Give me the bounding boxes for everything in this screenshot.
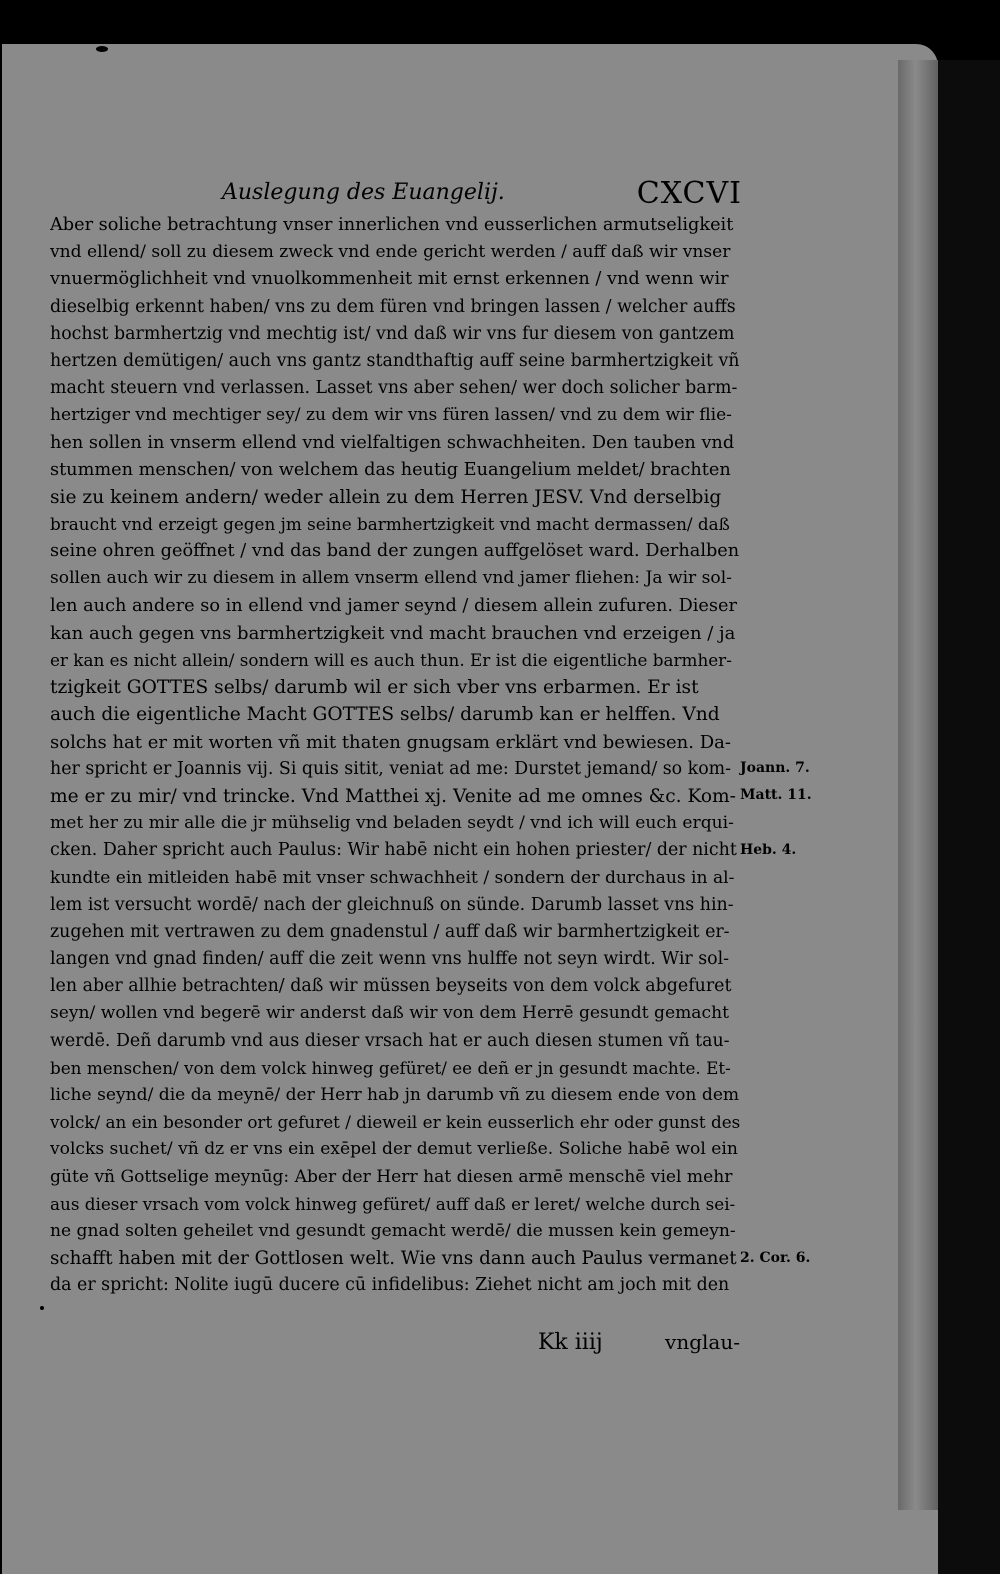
text-line: güte vñ Gottselige meynūg: Aber der Herr hat diesen armē menschē viel mehr <box>50 1166 733 1187</box>
text-line: sollen auch wir zu diesem in allem vnserm ellend vnd jamer fliehen: Ja wir sol- <box>50 568 732 589</box>
text-line: dieselbig erkennt haben/ vns zu dem füren vnd bringen lassen / welcher auffs <box>50 296 736 317</box>
text-line: met her zu mir alle die jr mühselig vnd beladen seydt / vnd ich will euch erqui- <box>50 813 734 834</box>
text-line: sie zu keinem andern/ weder allein zu dem Herren JESV. Vnd derselbig <box>50 486 722 508</box>
text-line: zugehen mit vertrawen zu dem gnadenstul / auff daß wir barmhertzigkeit er- <box>50 921 730 942</box>
text-line: Aber soliche betrachtung vnser innerlichen vnd eusserlichen armutseligkeit <box>50 215 734 235</box>
text-line: vnd ellend/ soll zu diesem zweck vnd ende gericht werden / auff daß wir vnser <box>50 242 731 263</box>
text-line: ben menschen/ von dem volck hinweg gefüret/ ee deñ er jn gesundt machte. Et- <box>50 1057 731 1078</box>
text-line: hochst barmhertzig vnd mechtig ist/ vnd daß wir vns fur diesem von gantzem <box>50 323 735 344</box>
text-line: vnuermöglichheit vnd vnuolkommenheit mit ernst erkennen / vnd wenn wir <box>50 269 729 290</box>
page-fore-edge <box>898 60 942 1510</box>
text-line: stummen menschen/ von welchem das heutig Euangelium meldet/ brachten <box>50 459 731 480</box>
text-line: aus dieser vrsach vom volck hinweg gefüret/ auff daß er leret/ welche durch sei- <box>50 1193 736 1214</box>
text-line: kan auch gegen vns barmhertzigkeit vnd macht brauchen vnd erzeigen / ja <box>50 622 736 644</box>
margin-note: Heb. 4. <box>740 841 797 858</box>
text-line: me er zu mir/ vnd trincke. Vnd Matthei xj. Venite ad me omnes &c. Kom- <box>50 785 736 807</box>
ink-speck <box>40 1306 44 1310</box>
text-line: braucht vnd erzeigt gegen jm seine barmhertzigkeit vnd macht dermassen/ daß <box>50 514 730 535</box>
text-line: her spricht er Joannis vij. Si quis sitit, veniat ad me: Durstet jemand/ so kom- <box>50 758 732 779</box>
text-line: volck/ an ein besonder ort gefuret / dieweil er kein eusserlich ehr oder gunst des <box>50 1112 740 1133</box>
text-line: schafft haben mit der Gottlosen welt. Wie vns dann auch Paulus vermanet <box>50 1248 737 1270</box>
ink-speck <box>96 46 108 52</box>
catchword: vnglau- <box>665 1330 740 1354</box>
text-line: cken. Daher spricht auch Paulus: Wir habē nicht ein hohen priester/ der nicht <box>50 840 737 861</box>
text-line: seine ohren geöffnet / vnd das band der zungen auffgelöset ward. Derhalben <box>50 541 740 562</box>
page-header <box>222 176 742 216</box>
text-line: len aber allhie betrachten/ daß wir müssen beyseits von dem volck abgefuret <box>50 976 732 997</box>
book-edge-shadow <box>938 60 1000 1574</box>
text-line: macht steuern vnd verlassen. Lasset vns aber sehen/ wer doch solicher barm- <box>50 378 738 399</box>
text-line: seyn/ wollen vnd begerē wir anderst daß wir von dem Herrē gesundt gemacht <box>50 1003 729 1024</box>
signature-mark: Kk iiij <box>538 1330 603 1355</box>
text-line: hertziger vnd mechtiger sey/ zu dem wir vns füren lassen/ vnd zu dem wir flie- <box>50 405 732 426</box>
page-footer <box>50 1330 740 1360</box>
margin-note: Joann. 7. <box>740 760 810 776</box>
text-line: liche seynd/ die da meynē/ der Herr hab jn darumb vñ zu diesem ende von dem <box>50 1085 740 1105</box>
text-line: langen vnd gnad finden/ auff die zeit wenn vns hulffe not seyn wirdt. Wir sol- <box>50 949 730 970</box>
margin-note: Matt. 11. <box>740 787 812 804</box>
text-line: werdē. Deñ darumb vnd aus dieser vrsach hat er auch diesen stumen vñ tau- <box>50 1030 730 1051</box>
text-line: kundte ein mitleiden habē mit vnser schwachheit / sondern der durchaus in al- <box>50 867 735 888</box>
text-line: da er spricht: Nolite iugū ducere cū infidelibus: Ziehet nicht am joch mit den <box>50 1275 730 1296</box>
body-text <box>50 212 740 1300</box>
text-line: lem ist versucht wordē/ nach der gleichnuß on sünde. Darumb lasset vns hin- <box>50 894 734 915</box>
text-line: auch die eigentliche Macht GOTTES selbs/ darumb kan er helffen. Vnd <box>50 704 720 726</box>
text-line: er kan es nicht allein/ sondern will es auch thun. Er ist die eigentliche barmher- <box>50 650 732 670</box>
text-line: ne gnad solten geheilet vnd gesundt gemacht werdē/ die mussen kein gemeyn- <box>50 1220 736 1241</box>
text-line: hen sollen in vnserm ellend vnd vielfaltigen schwachheiten. Den tauben vnd <box>50 432 735 453</box>
text-line: volcks suchet/ vñ dz er vns ein exēpel der demut verließe. Soliche habē wol ein <box>50 1139 738 1160</box>
text-line: hertzen demütigen/ auch vns gantz standthaftig auff seine barmhertzigkeit vñ <box>50 350 740 371</box>
margin-note: 2. Cor. 6. <box>740 1249 811 1266</box>
text-line: solchs hat er mit worten vñ mit thaten gnugsam erklärt vnd bewiesen. Da- <box>50 731 731 753</box>
running-head: Auslegung des Euangelij. <box>222 180 505 205</box>
folio-number: CXCVI <box>636 176 742 211</box>
text-line: tzigkeit GOTTES selbs/ darumb wil er sich vber vns erbarmen. Er ist <box>50 677 699 699</box>
text-line: len auch andere so in ellend vnd jamer seynd / diesem allein zufuren. Dieser <box>50 595 737 616</box>
